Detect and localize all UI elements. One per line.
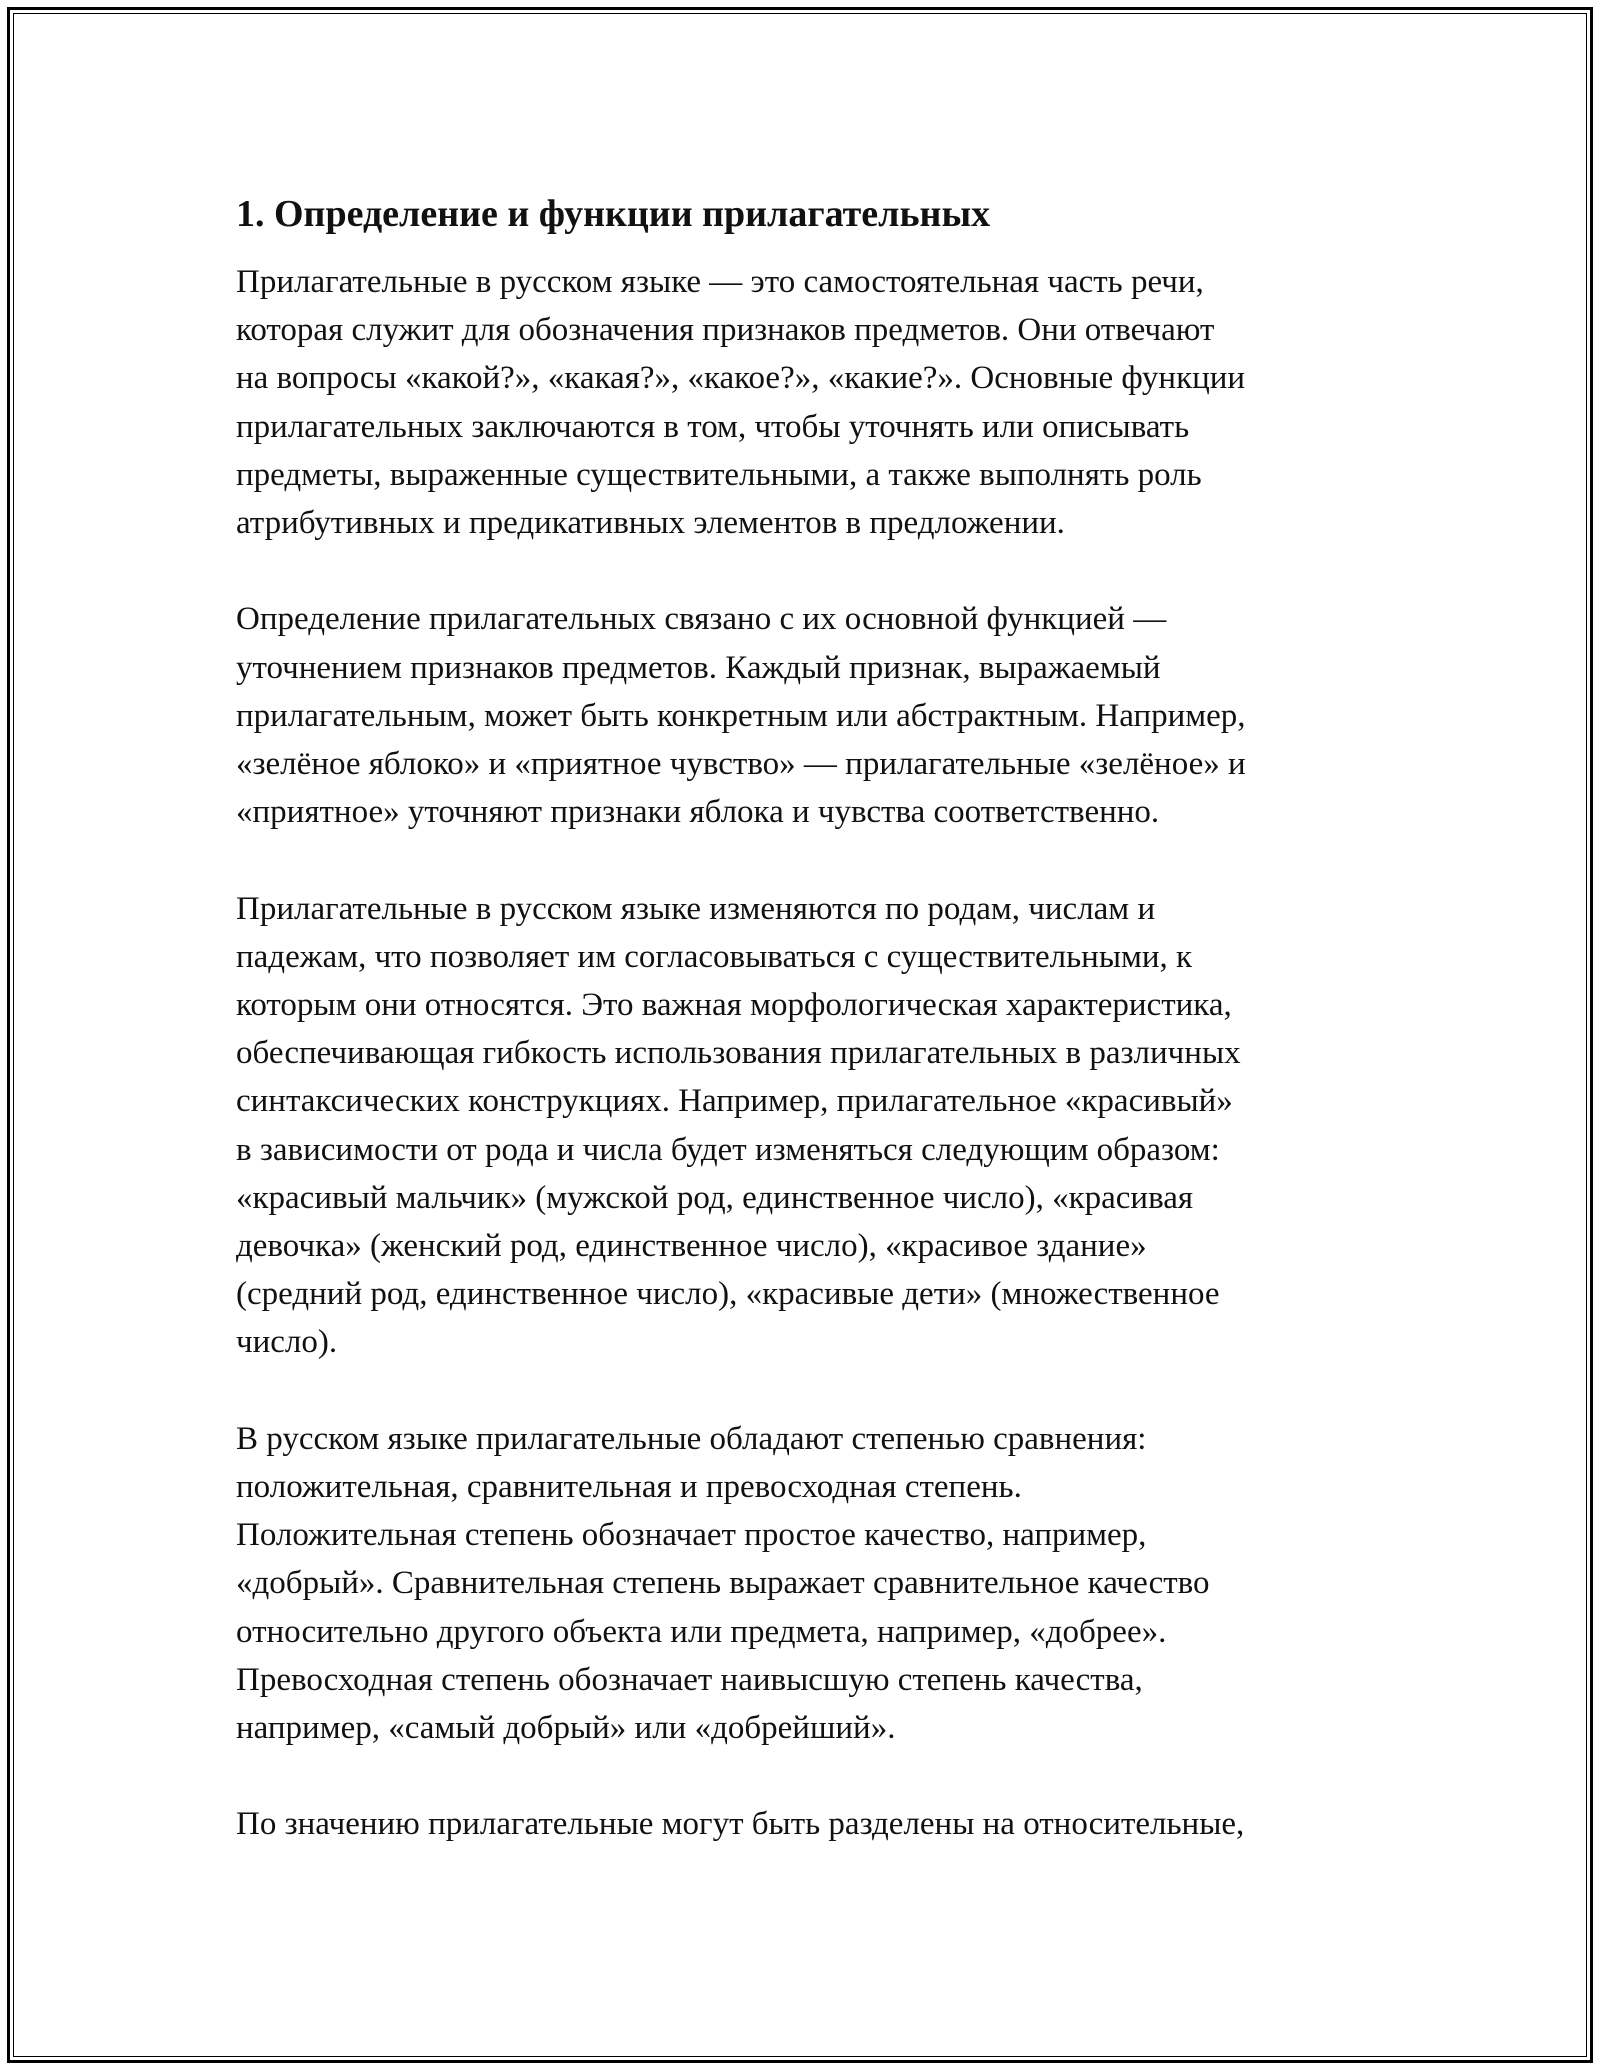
paragraph-line: атрибутивных и предикативных элементов в предложении. xyxy=(236,505,1065,542)
paragraph-line: в зависимости от рода и числа будет изменяться следующим образом: xyxy=(236,1131,1220,1168)
paragraph-line: Прилагательные в русском языке — это самостоятельная часть речи, xyxy=(236,264,1204,300)
paragraph-line: прилагательных заключаются в том, чтобы уточнять или описывать xyxy=(236,408,1190,445)
section-heading: 1. Определение и функции прилагательных xyxy=(236,193,991,235)
paragraph-line: Положительная степень обозначает простое качество, например, xyxy=(236,1517,1147,1554)
paragraph-line: например, «самый добрый» или «добрейший». xyxy=(236,1710,896,1747)
paragraph-line: относительно другого объекта или предмета, например, «добрее». xyxy=(236,1613,1167,1650)
paragraph-line: Превосходная степень обозначает наивысшую степень качества, xyxy=(236,1661,1143,1698)
paragraph-line: на вопросы «какой?», «какая?», «какое?», «какие?». Основные функции xyxy=(236,360,1246,397)
paragraph-line: предметы, выраженные существительными, а также выполнять роль xyxy=(236,456,1202,493)
paragraph-line: В русском языке прилагательные обладают степенью сравнения: xyxy=(236,1420,1147,1457)
paragraph-line: девочка» (женский род, единственное число), «красивое здание» xyxy=(236,1228,1147,1265)
paragraph-line: число). xyxy=(236,1324,338,1361)
paragraph-line: «красивый мальчик» (мужской род, единственное число), «красивая xyxy=(236,1179,1194,1216)
paragraph-line: которая служит для обозначения признаков предметов. Они отвечают xyxy=(236,312,1215,349)
paragraph-line: «добрый». Сравнительная степень выражает сравнительное качество xyxy=(236,1565,1210,1602)
paragraph-line: Определение прилагательных связано с их основной функцией — xyxy=(236,601,1167,638)
paragraph-line: обеспечивающая гибкость использования прилагательных в различных xyxy=(236,1035,1241,1072)
document-body xyxy=(236,190,1386,1897)
paragraph xyxy=(236,258,1386,547)
paragraph-line: «приятное» уточняют признаки яблока и чувства соответственно. xyxy=(236,794,1160,831)
paragraph-line: которым они относятся. Это важная морфологическая характеристика, xyxy=(236,987,1232,1024)
paragraph-list xyxy=(236,258,1386,1849)
paragraph-line: По значению прилагательные могут быть разделены на относительные, xyxy=(236,1806,1245,1843)
paragraph xyxy=(236,595,1386,836)
paragraph-line: уточнением признаков предметов. Каждый признак, выражаемый xyxy=(236,649,1161,686)
paragraph-line: Прилагательные в русском языке изменяются по родам, числам и xyxy=(236,890,1156,927)
paragraph-line: положительная, сравнительная и превосходная степень. xyxy=(236,1469,1022,1506)
paragraph-line: прилагательным, может быть конкретным или абстрактным. Например, xyxy=(236,697,1246,734)
paragraph xyxy=(236,885,1386,1367)
paragraph xyxy=(236,1800,1386,1848)
paragraph-line: падежам, что позволяет им согласовываться с существительными, к xyxy=(236,938,1193,975)
paragraph-line: синтаксических конструкциях. Например, прилагательное «красивый» xyxy=(236,1083,1233,1120)
paragraph-line: (средний род, единственное число), «красивые дети» (множественное xyxy=(236,1276,1220,1313)
paragraph xyxy=(236,1415,1386,1752)
paragraph-line: «зелёное яблоко» и «приятное чувство» — прилагательные «зелёное» и xyxy=(236,746,1246,783)
